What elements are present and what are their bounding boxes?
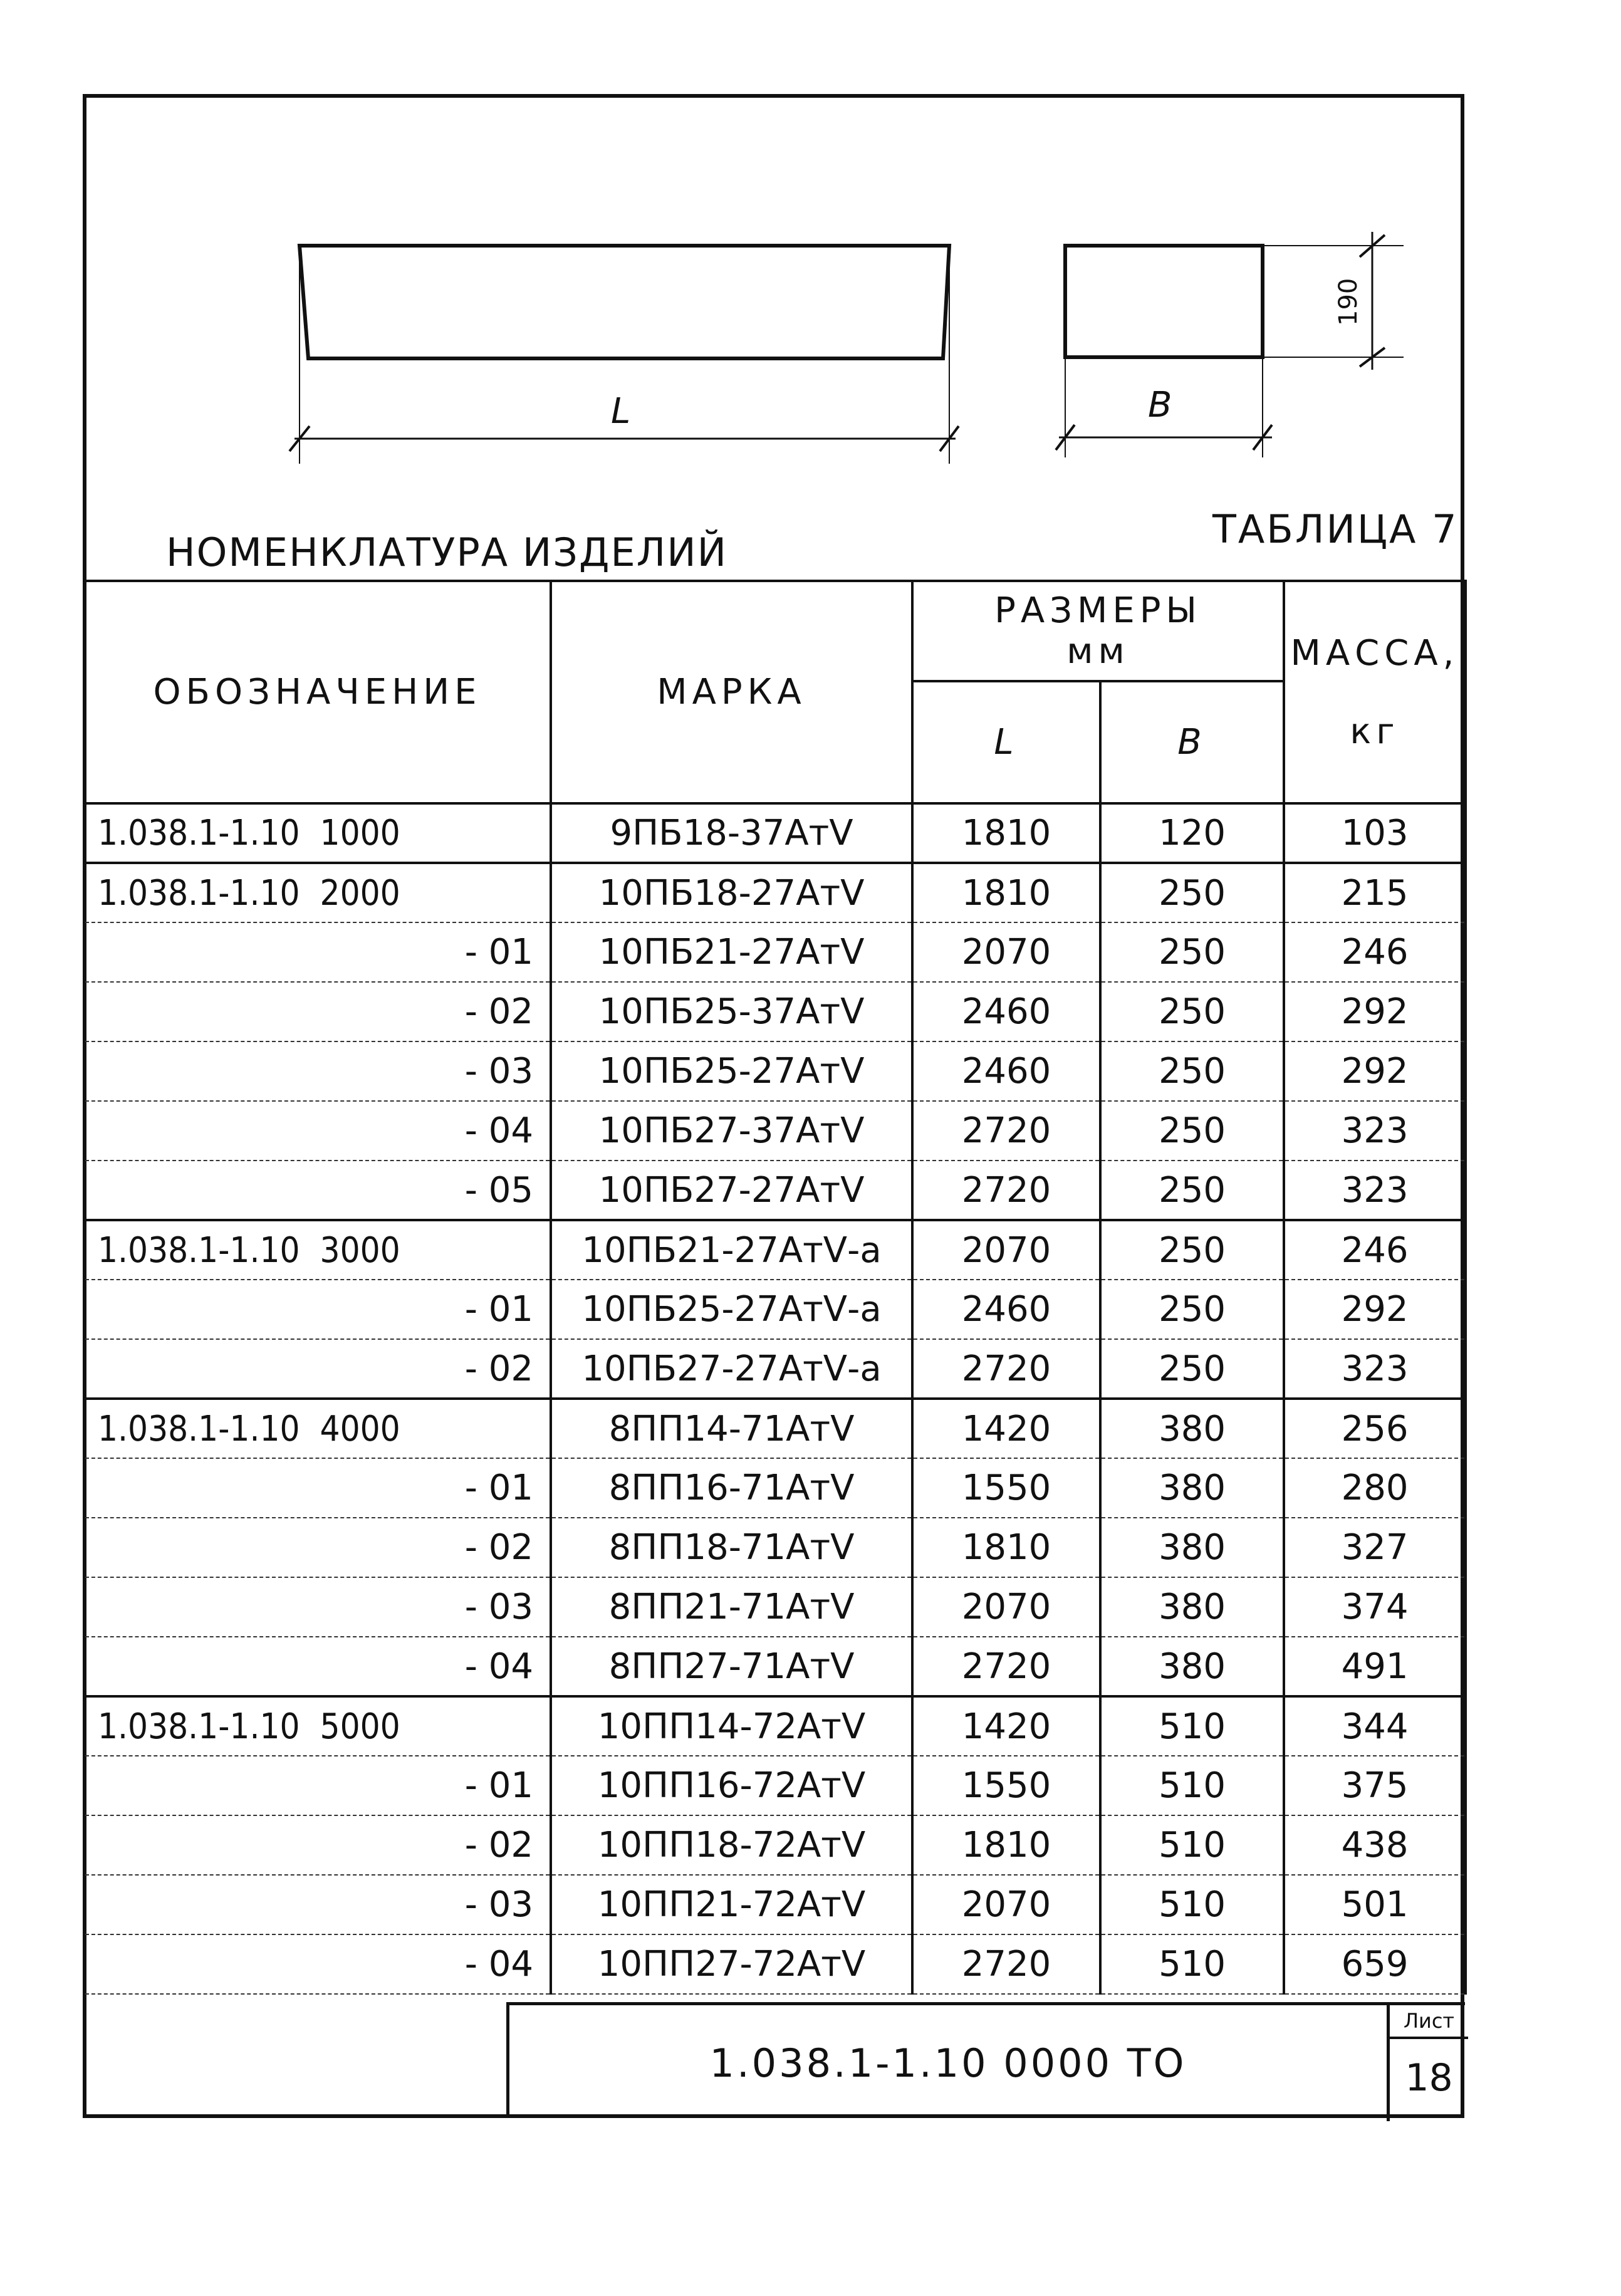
mark-cell: 10ПБ21-27АтⅤ-а xyxy=(551,1220,912,1280)
length-cell: 1810 xyxy=(912,803,1100,863)
mass-cell: 256 xyxy=(1284,1399,1466,1458)
width-cell: 510 xyxy=(1100,1756,1284,1815)
header-designation-text: ОБОЗНАЧЕНИЕ xyxy=(153,672,482,712)
mass-cell: 438 xyxy=(1284,1815,1466,1875)
mark-cell: 10ПП16-72АтⅤ xyxy=(551,1756,912,1815)
width-cell: 120 xyxy=(1100,803,1284,863)
table-row xyxy=(84,1696,1466,1756)
table-row xyxy=(84,982,1466,1041)
length-cell: 2720 xyxy=(912,1161,1100,1220)
designation-cell: - 05 xyxy=(84,1161,551,1220)
designation-cell: - 03 xyxy=(84,1875,551,1934)
mark-cell: 8ПП27-71АтⅤ xyxy=(551,1637,912,1696)
table-row xyxy=(84,1161,1466,1220)
mark-cell: 10ПП21-72АтⅤ xyxy=(551,1875,912,1934)
mass-cell: 323 xyxy=(1284,1161,1466,1220)
front-view-outline xyxy=(300,246,949,358)
designation-cell: - 01 xyxy=(84,922,551,982)
width-cell: 510 xyxy=(1100,1934,1284,1994)
mark-cell: 9ПБ18-37АтⅤ xyxy=(551,803,912,863)
length-cell: 2720 xyxy=(912,1637,1100,1696)
header-mass-unit: кг xyxy=(1350,711,1400,752)
table-row xyxy=(84,1934,1466,1994)
width-cell: 510 xyxy=(1100,1875,1284,1934)
mass-cell: 375 xyxy=(1284,1756,1466,1815)
designation-cell: - 01 xyxy=(84,1756,551,1815)
designation-cell: - 04 xyxy=(84,1637,551,1696)
title-block xyxy=(506,2002,1465,2118)
header-B xyxy=(1100,681,1284,803)
length-cell: 2720 xyxy=(912,1101,1100,1161)
mark-cell: 10ПБ27-37АтⅤ xyxy=(551,1101,912,1161)
table-body xyxy=(84,803,1466,1994)
header-L-text: L xyxy=(994,722,1019,763)
width-label: B xyxy=(1148,385,1172,425)
header-dimensions-unit: мм xyxy=(1066,631,1130,672)
mark-cell: 10ПБ25-37АтⅤ xyxy=(551,982,912,1041)
designation-cell: - 03 xyxy=(84,1577,551,1637)
length-cell: 2070 xyxy=(912,922,1100,982)
table-row xyxy=(84,803,1466,863)
table-number-caption: ТАБЛИЦА 7 xyxy=(1212,506,1459,552)
designation-cell: 1.038.1-1.10 1000 xyxy=(84,803,551,863)
length-cell: 1420 xyxy=(912,1696,1100,1756)
mass-cell: 659 xyxy=(1284,1934,1466,1994)
header-mark xyxy=(551,581,912,803)
width-cell: 250 xyxy=(1100,1161,1284,1220)
length-cell: 1810 xyxy=(912,1518,1100,1577)
document-code: 1.038.1-1.10 0000 ТО xyxy=(709,2040,1187,2086)
mark-cell: 10ПБ25-27АтⅤ-а xyxy=(551,1280,912,1339)
sheet-label: Лист xyxy=(1390,2005,1468,2039)
width-cell: 380 xyxy=(1100,1577,1284,1637)
length-cell: 1810 xyxy=(912,1815,1100,1875)
mark-cell: 8ПП16-71АтⅤ xyxy=(551,1458,912,1518)
width-cell: 510 xyxy=(1100,1815,1284,1875)
length-cell: 2070 xyxy=(912,1220,1100,1280)
table-row xyxy=(84,863,1466,922)
mass-cell: 491 xyxy=(1284,1637,1466,1696)
sheet-box xyxy=(1387,2005,1468,2121)
header-mark-text: МАРКА xyxy=(657,672,806,712)
table-row xyxy=(84,1815,1466,1875)
header-designation xyxy=(84,581,551,803)
length-cell: 2720 xyxy=(912,1339,1100,1399)
width-cell: 250 xyxy=(1100,1220,1284,1280)
length-cell: 1550 xyxy=(912,1458,1100,1518)
designation-cell: - 02 xyxy=(84,1815,551,1875)
designation-cell: - 04 xyxy=(84,1934,551,1994)
mark-cell: 10ПБ25-27АтⅤ xyxy=(551,1041,912,1101)
table-row xyxy=(84,1041,1466,1101)
designation-cell: - 01 xyxy=(84,1280,551,1339)
length-cell: 1810 xyxy=(912,863,1100,922)
section-view-outline xyxy=(1065,246,1263,357)
nomenclature-caption: НОМЕНКЛАТУРА ИЗДЕЛИЙ xyxy=(166,530,728,575)
length-cell: 2460 xyxy=(912,982,1100,1041)
mass-cell: 323 xyxy=(1284,1101,1466,1161)
mass-cell: 246 xyxy=(1284,1220,1466,1280)
width-cell: 250 xyxy=(1100,1101,1284,1161)
mass-cell: 215 xyxy=(1284,863,1466,922)
designation-cell: - 02 xyxy=(84,982,551,1041)
length-cell: 2460 xyxy=(912,1041,1100,1101)
designation-cell: - 03 xyxy=(84,1041,551,1101)
table-row xyxy=(84,1399,1466,1458)
mass-cell: 292 xyxy=(1284,1041,1466,1101)
length-label: L xyxy=(611,391,631,432)
mass-cell: 292 xyxy=(1284,982,1466,1041)
mark-cell: 10ПБ27-27АтⅤ xyxy=(551,1161,912,1220)
width-cell: 250 xyxy=(1100,982,1284,1041)
table-row xyxy=(84,1458,1466,1518)
designation-cell: - 01 xyxy=(84,1458,551,1518)
mark-cell: 10ПП27-72АтⅤ xyxy=(551,1934,912,1994)
width-cell: 250 xyxy=(1100,1280,1284,1339)
length-cell: 2720 xyxy=(912,1934,1100,1994)
mass-cell: 344 xyxy=(1284,1696,1466,1756)
mass-cell: 323 xyxy=(1284,1339,1466,1399)
table-row xyxy=(84,1280,1466,1339)
designation-cell: - 02 xyxy=(84,1339,551,1399)
header-mass xyxy=(1284,581,1466,803)
length-cell: 2070 xyxy=(912,1875,1100,1934)
designation-cell: 1.038.1-1.10 5000 xyxy=(84,1696,551,1756)
sheet-number: 18 xyxy=(1405,2056,1453,2100)
length-cell: 1550 xyxy=(912,1756,1100,1815)
table-row xyxy=(84,1101,1466,1161)
header-dimensions xyxy=(912,581,1284,681)
table-row xyxy=(84,1875,1466,1934)
designation-cell: - 02 xyxy=(84,1518,551,1577)
table-row xyxy=(84,1518,1466,1577)
mark-cell: 8ПП18-71АтⅤ xyxy=(551,1518,912,1577)
header-L xyxy=(912,681,1100,803)
mark-cell: 10ПБ18-27АтⅤ xyxy=(551,863,912,922)
width-cell: 380 xyxy=(1100,1458,1284,1518)
header-dimensions-text: РАЗМЕРЫ xyxy=(994,590,1202,631)
designation-cell: 1.038.1-1.10 3000 xyxy=(84,1220,551,1280)
header-mass-text: МАССА, xyxy=(1290,632,1459,674)
mark-cell: 10ПБ21-27АтⅤ xyxy=(551,922,912,982)
header-B-text: B xyxy=(1177,722,1207,763)
mass-cell: 501 xyxy=(1284,1875,1466,1934)
width-cell: 380 xyxy=(1100,1637,1284,1696)
mass-cell: 292 xyxy=(1284,1280,1466,1339)
table-row xyxy=(84,1577,1466,1637)
length-cell: 1420 xyxy=(912,1399,1100,1458)
mark-cell: 10ПП14-72АтⅤ xyxy=(551,1696,912,1756)
mark-cell: 8ПП14-71АтⅤ xyxy=(551,1399,912,1458)
width-cell: 380 xyxy=(1100,1518,1284,1577)
mass-cell: 327 xyxy=(1284,1518,1466,1577)
nomenclature-table xyxy=(83,580,1467,1995)
length-cell: 2070 xyxy=(912,1577,1100,1637)
mass-cell: 280 xyxy=(1284,1458,1466,1518)
height-label: 190 xyxy=(1334,278,1363,326)
width-cell: 250 xyxy=(1100,922,1284,982)
table-row xyxy=(84,1220,1466,1280)
mass-cell: 246 xyxy=(1284,922,1466,982)
table-row xyxy=(84,1756,1466,1815)
mark-cell: 8ПП21-71АтⅤ xyxy=(551,1577,912,1637)
table-row xyxy=(84,922,1466,982)
width-cell: 510 xyxy=(1100,1696,1284,1756)
table-row xyxy=(84,1637,1466,1696)
width-cell: 380 xyxy=(1100,1399,1284,1458)
mass-cell: 103 xyxy=(1284,803,1466,863)
designation-cell: 1.038.1-1.10 4000 xyxy=(84,1399,551,1458)
mass-cell: 374 xyxy=(1284,1577,1466,1637)
table-row xyxy=(84,1339,1466,1399)
mark-cell: 10ПБ27-27АтⅤ-а xyxy=(551,1339,912,1399)
width-cell: 250 xyxy=(1100,1041,1284,1101)
width-cell: 250 xyxy=(1100,1339,1284,1399)
designation-cell: - 04 xyxy=(84,1101,551,1161)
length-cell: 2460 xyxy=(912,1280,1100,1339)
designation-cell: 1.038.1-1.10 2000 xyxy=(84,863,551,922)
width-cell: 250 xyxy=(1100,863,1284,922)
mark-cell: 10ПП18-72АтⅤ xyxy=(551,1815,912,1875)
